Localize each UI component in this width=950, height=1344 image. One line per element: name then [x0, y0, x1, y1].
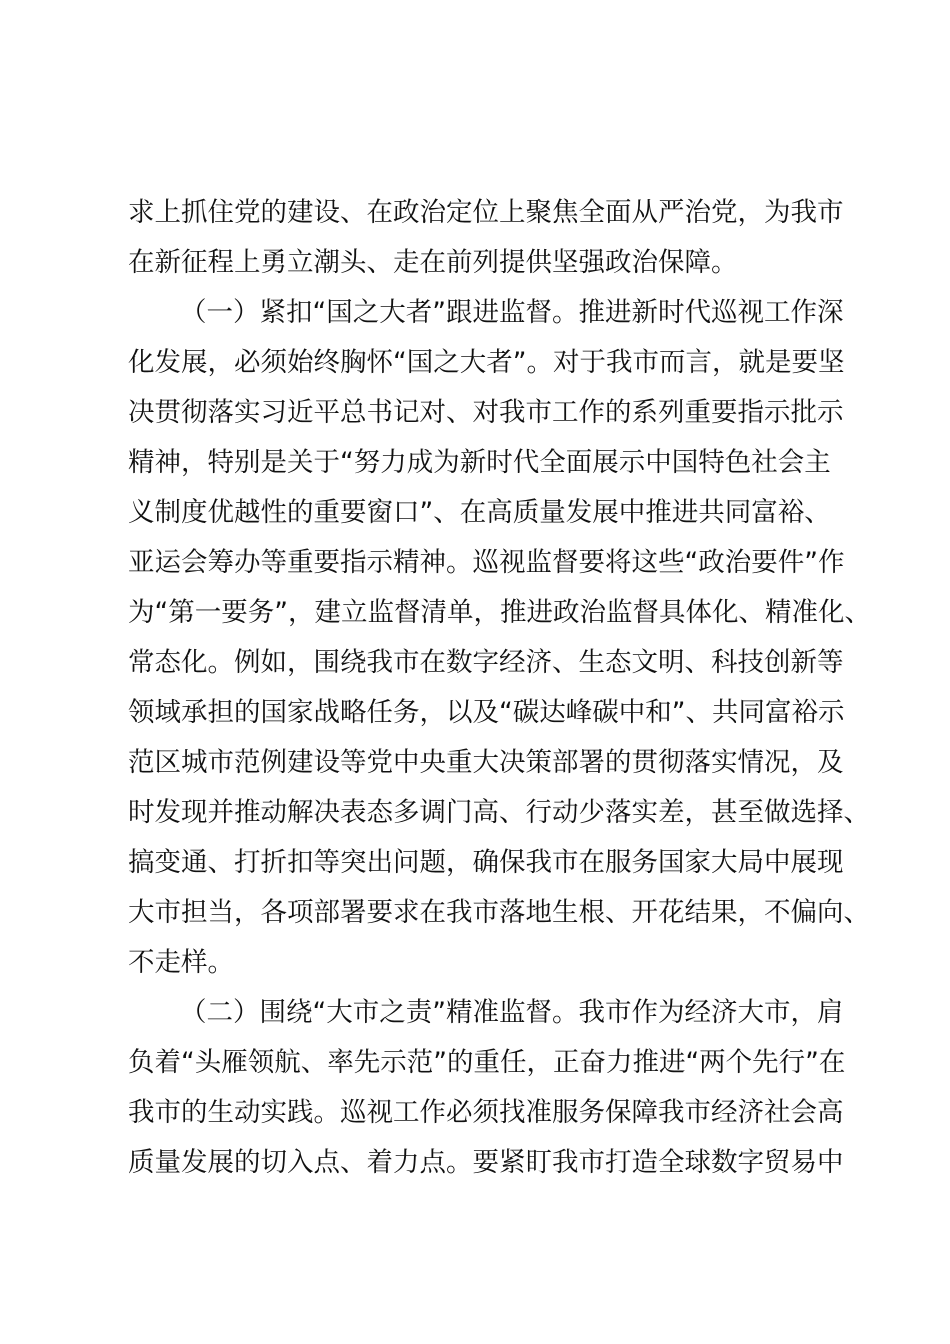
text-line-11: 领域承担的国家战略任务，以及“碳达峰碳中和”、共同富裕示: [128, 697, 845, 728]
text-line-16: 不走样。: [128, 947, 234, 978]
text-line-1: 求上抓住党的建设、在政治定位上聚焦全面从严治党，为我市: [128, 197, 844, 228]
paragraph-1-heading-line: （一）紧扣“国之大者”跟进监督。推进新时代巡视工作深: [180, 297, 844, 328]
text-line-19: 我市的生动实践。巡视工作必须找准服务保障我市经济社会高: [128, 1097, 844, 1128]
text-line-20: 质量发展的切入点、着力点。要紧盯我市打造全球数字贸易中: [128, 1147, 844, 1178]
paragraph-2-heading-line: （二）围绕“大市之责”精准监督。我市作为经济大市，肩: [180, 997, 844, 1028]
text-line-15: 大市担当，各项部署要求在我市落地生根、开花结果，不偏向、: [128, 897, 870, 928]
text-line-18: 负着“头雁领航、率先示范”的重任，正奋力推进“两个先行”在: [128, 1047, 846, 1078]
text-line-2: 在新征程上勇立潮头、走在前列提供坚强政治保障。: [128, 247, 738, 278]
text-line-5: 决贯彻落实习近平总书记对、对我市工作的系列重要指示批示: [128, 397, 844, 428]
text-line-12: 范区城市范例建设等党中央重大决策部署的贯彻落实情况，及: [128, 747, 844, 778]
text-line-7: 义制度优越性的重要窗口”、在高质量发展中推进共同富裕、: [128, 497, 831, 528]
text-line-9: 为“第一要务”，建立监督清单，推进政治监督具体化、精准化、: [128, 597, 871, 628]
text-line-6: 精神，特别是关于“努力成为新时代全面展示中国特色社会主: [128, 447, 831, 478]
text-line-8: 亚运会筹办等重要指示精神。巡视监督要将这些“政治要件”作: [128, 547, 845, 578]
text-line-14: 搞变通、打折扣等突出问题，确保我市在服务国家大局中展现: [128, 847, 844, 878]
text-line-4: 化发展，必须始终胸怀“国之大者”。对于我市而言，就是要坚: [128, 347, 845, 378]
text-line-10: 常态化。例如，围绕我市在数字经济、生态文明、科技创新等: [128, 647, 844, 678]
text-line-13: 时发现并推动解决表态多调门高、行动少落实差，甚至做选择、: [128, 797, 870, 828]
